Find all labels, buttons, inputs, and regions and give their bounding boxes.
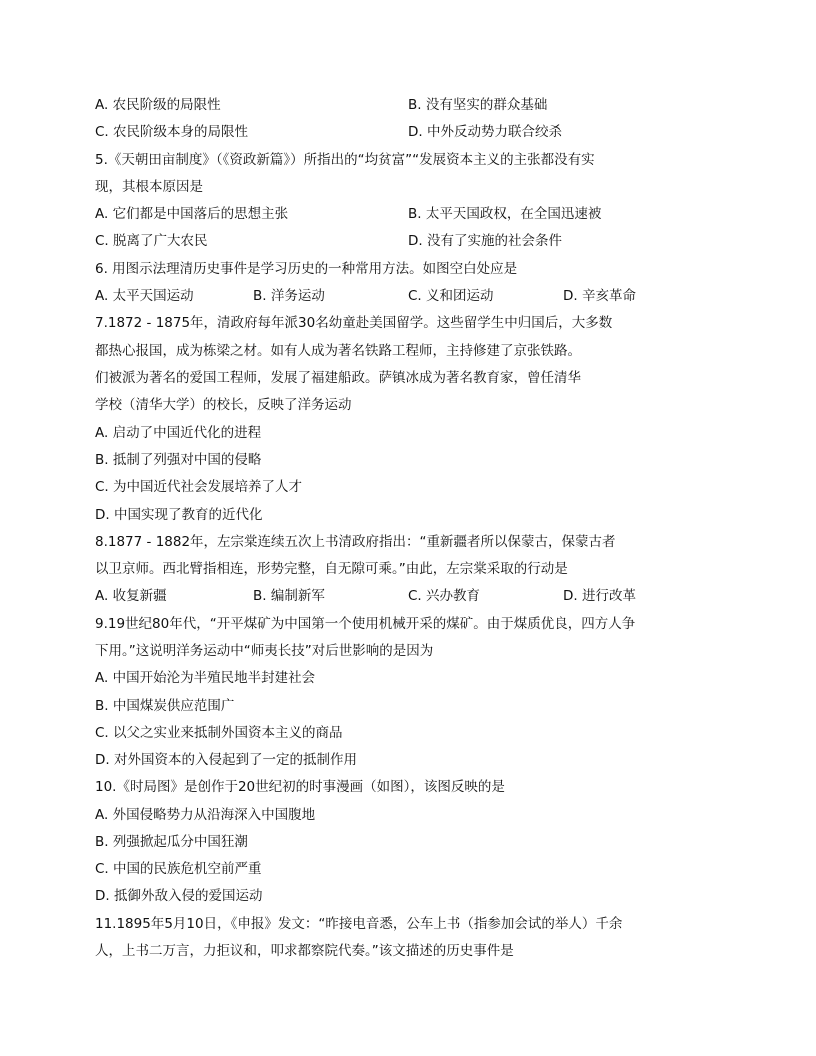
q4-option-b: B. 没有坚实的群众基础	[408, 97, 548, 113]
q7-stem-line1: 7.1872 - 1875年，清政府每年派30名幼童赴美国留学。这些留学生中归国后，大多数	[95, 315, 613, 331]
q6-stem: 6. 用图示法理清历史事件是学习历史的一种常用方法。如图空白处应是	[95, 261, 518, 277]
q4-option-d: D. 中外反动势力联合绞杀	[408, 124, 562, 140]
q5-option-a: A. 它们都是中国落后的思想主张	[95, 206, 289, 222]
q4-option-a: A. 农民阶级的局限性	[95, 97, 221, 113]
q9-stem-line1: 9.19世纪80年代，“开平煤矿为中国第一个使用机械开采的煤矿。由于煤质优良，四方人争	[95, 616, 636, 632]
q11-stem-line1: 11.1895年5月10日，《申报》发文：“昨接电音悉，公车上书（指参加会试的举人）千余	[95, 916, 623, 932]
q7-option-c: C. 为中国近代社会发展培养了人才	[95, 479, 303, 495]
q8-stem-line1: 8.1877 - 1882年，左宗棠连续五次上书清政府指出：“重新疆者所以保蒙古，保蒙古者	[95, 534, 616, 550]
q10-stem: 10.《时局图》是创作于20世纪初的时事漫画（如图），该图反映的是	[95, 779, 505, 795]
q5-option-d: D. 没有了实施的社会条件	[408, 233, 562, 249]
q6-option-d: D. 辛亥革命	[563, 288, 636, 304]
q7-option-a: A. 启动了中国近代化的进程	[95, 425, 262, 441]
q10-option-b: B. 列强掀起瓜分中国狂潮	[95, 834, 248, 850]
q5-stem-line1: 5.《天朝田亩制度》（《资政新篇》）所指出的“均贫富”“发展资本主义的主张都没有实	[95, 152, 595, 168]
q8-option-b: B. 编制新军	[253, 588, 325, 604]
q9-option-c: C. 以父之实业来抵制外国资本主义的商品	[95, 725, 343, 741]
q9-option-a: A. 中国开始沦为半殖民地半封建社会	[95, 670, 316, 686]
q6-option-a: A. 太平天国运动	[95, 288, 194, 304]
q5-option-c: C. 脱离了广大农民	[95, 233, 208, 249]
q8-option-d: D. 进行改革	[563, 588, 636, 604]
q11-stem-line2: 人，上书二万言，力拒议和，叩求都察院代奏。”该文描述的历史事件是	[95, 943, 514, 959]
q4-option-c: C. 农民阶级本身的局限性	[95, 124, 249, 140]
q8-option-a: A. 收复新疆	[95, 588, 167, 604]
q7-stem-line3: 们被派为著名的爱国工程师，发展了福建船政。萨镇冰成为著名教育家，曾任清华	[95, 370, 581, 386]
q9-option-b: B. 中国煤炭供应范围广	[95, 698, 235, 714]
q8-option-c: C. 兴办教育	[408, 588, 481, 604]
q8-stem-line2: 以卫京师。西北臂指相连，形势完整，自无隙可乘。”由此，左宗棠采取的行动是	[95, 561, 568, 577]
q5-option-b: B. 太平天国政权，在全国迅速被	[408, 206, 602, 222]
q7-stem-line2: 都热心报国，成为栋梁之材。如有人成为著名铁路工程师，主持修建了京张铁路。	[95, 343, 581, 359]
q10-option-c: C. 中国的民族危机空前严重	[95, 861, 262, 877]
q10-option-d: D. 抵御外敌入侵的爱国运动	[95, 888, 263, 904]
q10-option-a: A. 外国侵略势力从沿海深入中国腹地	[95, 807, 316, 823]
q5-stem-line2: 现，其根本原因是	[95, 179, 203, 195]
q6-option-b: B. 洋务运动	[253, 288, 325, 304]
q7-option-d: D. 中国实现了教育的近代化	[95, 507, 263, 523]
q9-stem-line2: 下用。”这说明洋务运动中“师夷长技”对后世影响的是因为	[95, 643, 434, 659]
q9-option-d: D. 对外国资本的入侵起到了一定的抵制作用	[95, 752, 357, 768]
q7-option-b: B. 抵制了列强对中国的侵略	[95, 452, 262, 468]
q6-option-c: C. 义和团运动	[408, 288, 494, 304]
q7-stem-line4: 学校（清华大学）的校长，反映了洋务运动	[95, 397, 352, 413]
